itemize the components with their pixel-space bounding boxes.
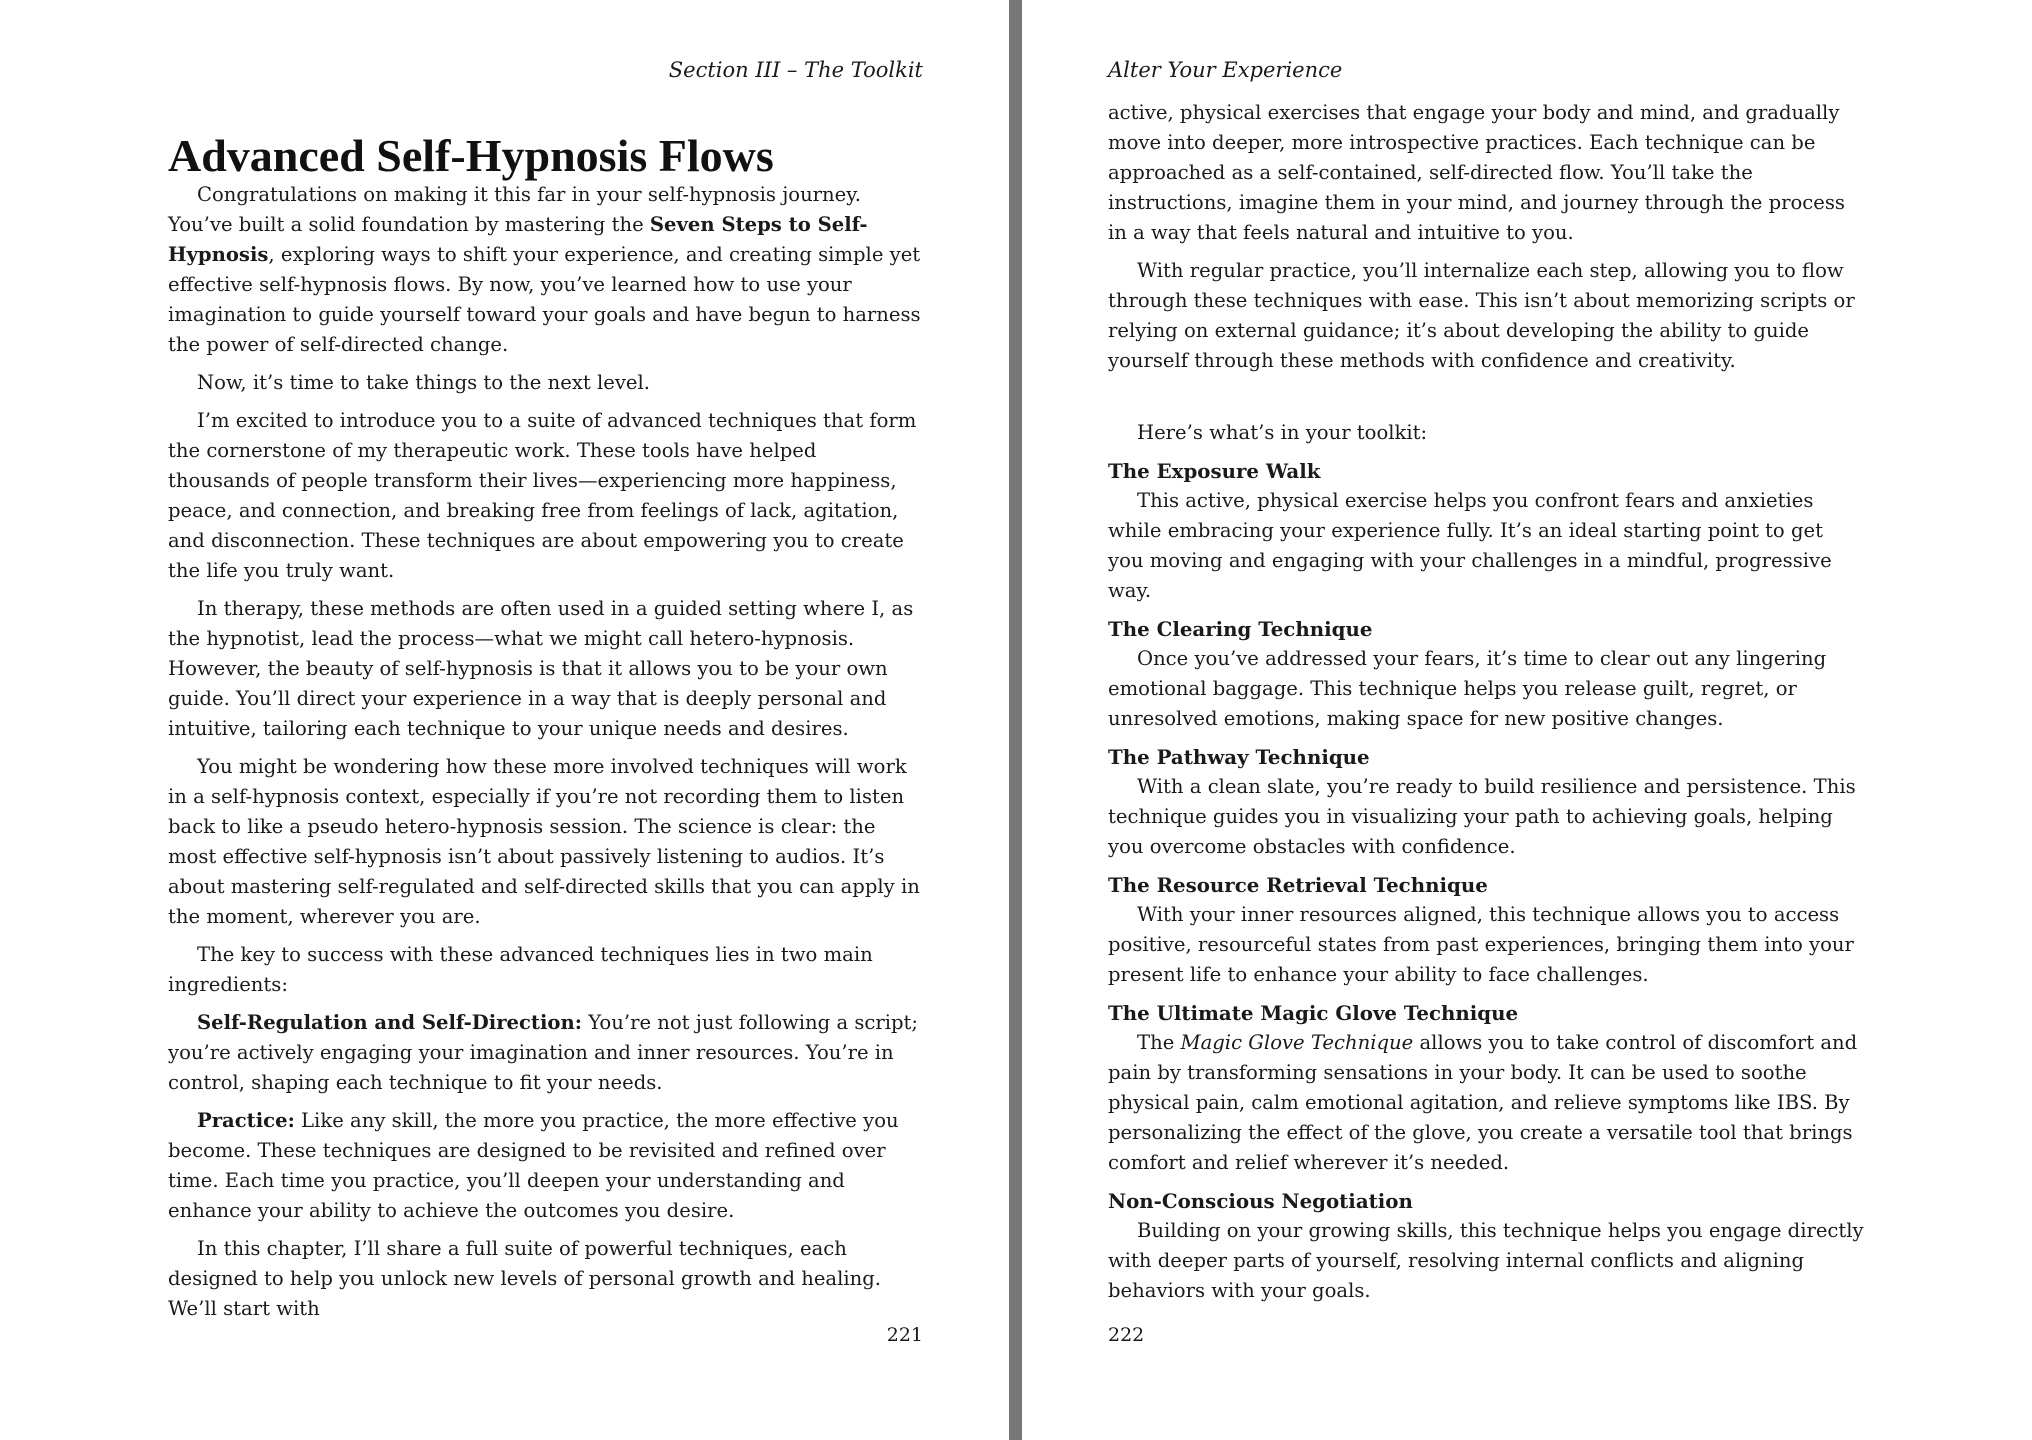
bold-term: Seven Steps to Self-Hypnosis	[168, 213, 868, 266]
toolkit-item-heading: The Clearing Technique	[1108, 617, 1373, 641]
paragraph: Now, it’s time to take things to the next level.	[197, 371, 650, 394]
toolkit-item	[1108, 742, 1864, 862]
toolkit-item-heading: The Resource Retrieval Technique	[1108, 873, 1488, 897]
left-page	[0, 0, 1009, 1440]
book-spine	[1009, 0, 1022, 1440]
toolkit-item-heading: The Pathway Technique	[1108, 745, 1370, 769]
toolkit-item	[1108, 614, 1864, 734]
paragraph-text: The	[1137, 1031, 1181, 1054]
toolkit-item	[1108, 870, 1864, 990]
paragraph-text: , exploring ways to shift your experience, and creating simple yet effective self-hypnosis flows. By now, you’ve learned how to use your imagination to guide yourself toward your goals and have begun to harness the power of self-directed change.	[168, 243, 921, 356]
right-page	[1022, 0, 2032, 1440]
paragraph	[168, 1008, 924, 1098]
paragraph-text: Like any skill, the more you practice, the more effective you become. These techniques are designed to be revisited and refined over time. Each time you practice, you’ll deepen your understanding and enhance your ability to achieve the outcomes you desire.	[168, 1109, 899, 1222]
left-body-text	[168, 130, 924, 1332]
toolkit-item-heading: The Ultimate Magic Glove Technique	[1108, 1001, 1519, 1025]
paragraph: In this chapter, I’ll share a full suite of powerful techniques, each designed to help you unlock new levels of personal growth and healing. We’ll start with	[168, 1237, 882, 1320]
paragraph-text: Congratulations on making it this far in your self-hypnosis journey. You’ve built a solid foundation by mastering the	[168, 183, 861, 236]
right-body-text	[1108, 98, 1864, 1314]
running-head-right: Alter Your Experience	[1108, 58, 1343, 82]
italic-term: Magic Glove Technique	[1180, 1031, 1414, 1054]
paragraph: active, physical exercises that engage your body and mind, and gradually move into deeper, more introspective practices. Each technique can be approached as a self-contained, self-directed flow. You’ll take the instructions, imagine them in your mind, and journey through the process in a way that feels natural and intuitive to you.	[1108, 101, 1845, 244]
paragraph	[168, 180, 924, 360]
bold-term: Practice:	[197, 1109, 295, 1132]
toolkit-item-description: With your inner resources aligned, this technique allows you to access positive, resourceful states from past experiences, bringing them into your present life to enhance your ability to face challenges.	[1108, 903, 1854, 986]
toolkit-item-description: Once you’ve addressed your fears, it’s time to clear out any lingering emotional baggage. This technique helps you release guilt, regret, or unresolved emotions, making space for new positive changes.	[1108, 647, 1827, 730]
toolkit-item	[1108, 456, 1864, 606]
paragraph: The key to success with these advanced techniques lies in two main ingredients:	[168, 943, 873, 996]
paragraph	[168, 1106, 924, 1226]
bold-term: Self-Regulation and Self-Direction:	[197, 1011, 582, 1034]
page-number-left: 221	[886, 1324, 923, 1346]
toolkit-item-heading: Non-Conscious Negotiation	[1108, 1189, 1413, 1213]
toolkit-item	[1108, 1186, 1864, 1306]
toolkit-intro: Here’s what’s in your toolkit:	[1137, 421, 1428, 444]
toolkit-item	[1108, 998, 1864, 1178]
page-number-right: 222	[1108, 1324, 1145, 1346]
running-head-left: Section III – The Toolkit	[668, 58, 923, 82]
toolkit-item-description	[1108, 1028, 1864, 1178]
toolkit-item-description: Building on your growing skills, this technique helps you engage directly with deeper parts of yourself, resolving internal conflicts and aligning behaviors with your goals.	[1108, 1219, 1864, 1302]
paragraph: I’m excited to introduce you to a suite of advanced techniques that form the cornerstone of my therapeutic work. These tools have helped thousands of people transform their lives—experiencing more happiness, peace, and connection, and breaking free from feelings of lack, agitation, and disconnection. These techniques are about empowering you to create the life you truly want.	[168, 409, 917, 582]
paragraph-text: allows you to take control of discomfort and pain by transforming sensations in your body. It can be used to soothe physical pain, calm emotional agitation, and relieve symptoms like IBS. By personalizing the effect of the glove, you create a versatile tool that brings comfort and relief wherever it’s needed.	[1108, 1031, 1858, 1174]
toolkit-item-description: With a clean slate, you’re ready to build resilience and persistence. This technique guides you in visualizing your path to achieving goals, helping you overcome obstacles with confidence.	[1108, 775, 1856, 858]
toolkit-item-description: This active, physical exercise helps you confront fears and anxieties while embracing your experience fully. It’s an ideal starting point to get you moving and engaging with your challenges in a mindful, progressive way.	[1108, 489, 1832, 602]
paragraph: With regular practice, you’ll internalize each step, allowing you to flow through these techniques with ease. This isn’t about memorizing scripts or relying on external guidance; it’s about developing the ability to guide yourself through these methods with confidence and creativity.	[1108, 259, 1855, 372]
paragraph: In therapy, these methods are often used in a guided setting where I, as the hypnotist, lead the process—what we might call hetero-hypnosis. However, the beauty of self-hypnosis is that it allows you to be your own guide. You’ll direct your experience in a way that is deeply personal and intuitive, tailoring each technique to your unique needs and desires.	[168, 597, 914, 740]
paragraph-text: You’re not just following a script; you’re actively engaging your imagination and inner resources. You’re in control, shaping each technique to fit your needs.	[168, 1011, 919, 1094]
toolkit-item-heading: The Exposure Walk	[1108, 459, 1321, 483]
paragraph: You might be wondering how these more involved techniques will work in a self-hypnosis context, especially if you’re not recording them to listen back to like a pseudo hetero-hypnosis session. The science is clear: the most effective self-hypnosis isn’t about passively listening to audios. It’s about mastering self-regulated and self-directed skills that you can apply in the moment, wherever you are.	[168, 755, 920, 928]
chapter-title: Advanced Self-Hypnosis Flows	[168, 130, 774, 181]
